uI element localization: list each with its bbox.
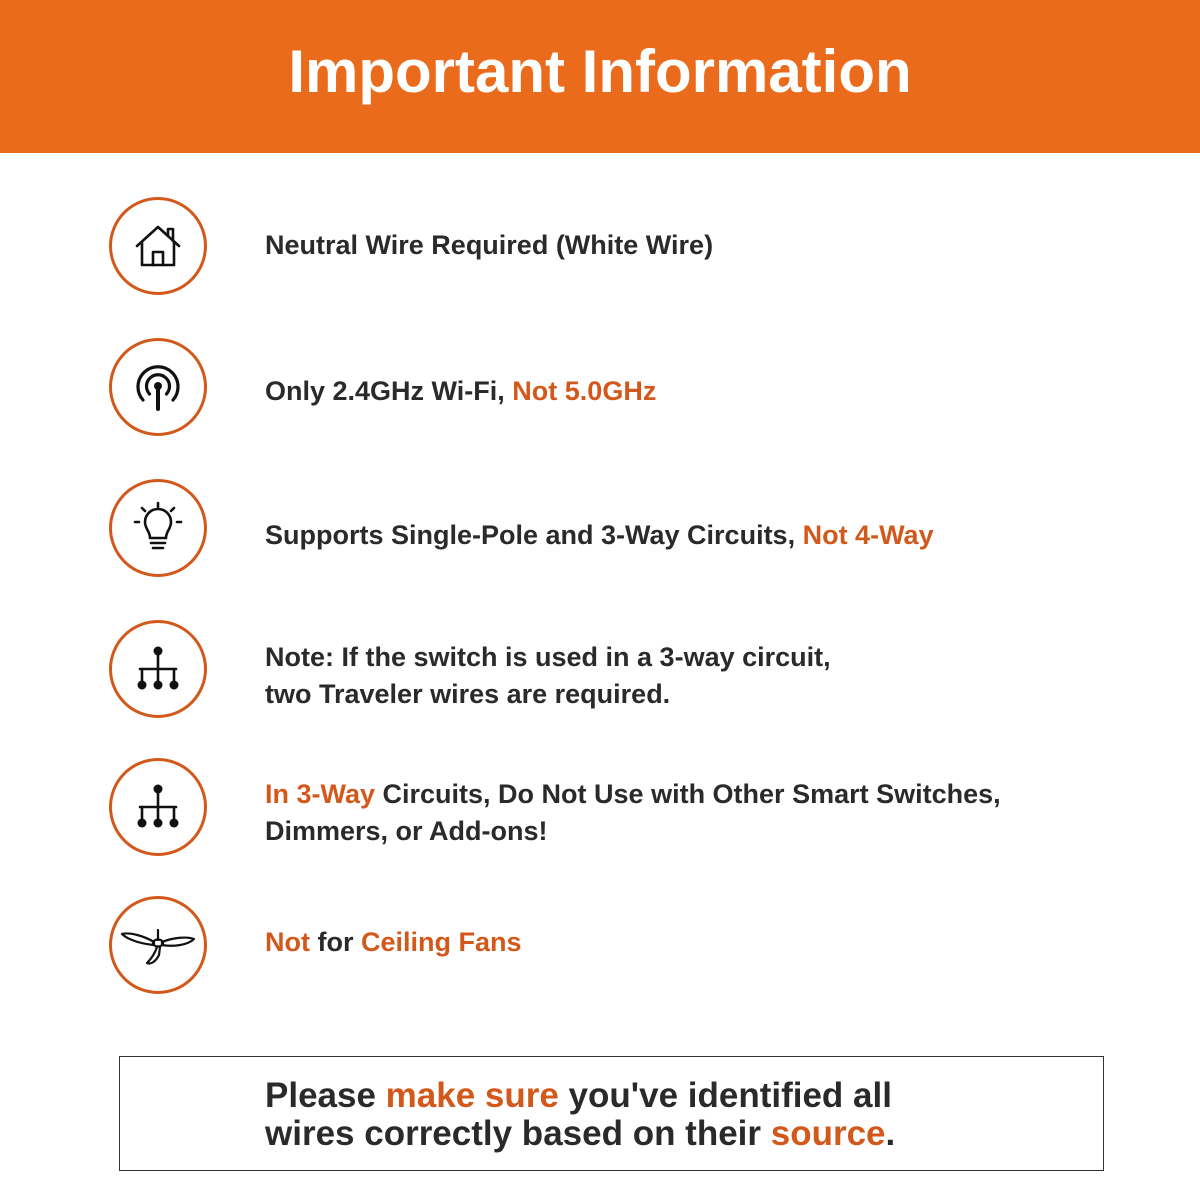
text-segment-accent: Not xyxy=(265,927,310,957)
info-text-circuits xyxy=(265,517,934,554)
info-text-traveler-note xyxy=(265,639,831,713)
text-line xyxy=(265,1077,895,1115)
text-segment: Circuits, Do Not Use with Other Smart Switches, xyxy=(375,779,1001,809)
text-segment: Neutral Wire Required (White Wire) xyxy=(265,230,714,260)
text-segment: you've identified all xyxy=(558,1076,892,1115)
page-title: Important Information xyxy=(288,38,912,105)
text-segment: two Traveler wires are required. xyxy=(265,679,671,709)
text-segment-accent: make sure xyxy=(385,1076,559,1115)
text-line xyxy=(265,813,1001,850)
circuit-tree-icon xyxy=(109,758,207,856)
text-segment: Dimmers, or Add-ons! xyxy=(265,816,548,846)
text-segment-accent: Not 4-Way xyxy=(802,520,934,550)
text-segment-accent: In 3-Way xyxy=(265,779,376,809)
info-text-ceiling-fans xyxy=(265,924,522,961)
text-line xyxy=(265,676,831,713)
text-segment: Supports Single-Pole and 3-Way Circuits, xyxy=(265,520,803,550)
text-segment: . xyxy=(885,1114,896,1153)
info-text-wifi xyxy=(265,373,656,410)
text-segment: Only 2.4GHz Wi-Fi, xyxy=(265,376,513,406)
header-banner xyxy=(0,0,1200,153)
text-segment-accent: Not 5.0GHz xyxy=(512,376,657,406)
text-segment: wires correctly based on their xyxy=(265,1114,771,1153)
wifi-signal-icon xyxy=(109,338,207,436)
notice-box xyxy=(119,1056,1104,1171)
house-icon xyxy=(109,197,207,295)
info-text-neutral-wire xyxy=(265,227,713,264)
ceiling-fan-icon xyxy=(109,896,207,994)
text-segment-accent: Ceiling Fans xyxy=(360,927,522,957)
text-line xyxy=(265,1115,895,1153)
text-line xyxy=(265,776,1001,813)
info-text-smart-switch-warning xyxy=(265,776,1001,850)
text-segment: Note: If the switch is used in a 3-way circuit, xyxy=(265,642,831,672)
text-segment-accent: source xyxy=(770,1114,886,1153)
circuit-tree-icon xyxy=(109,620,207,718)
text-segment: Please xyxy=(265,1076,386,1115)
text-line xyxy=(265,639,831,676)
notice-text xyxy=(265,1077,895,1153)
light-bulb-icon xyxy=(109,479,207,577)
text-segment: for xyxy=(309,927,361,957)
